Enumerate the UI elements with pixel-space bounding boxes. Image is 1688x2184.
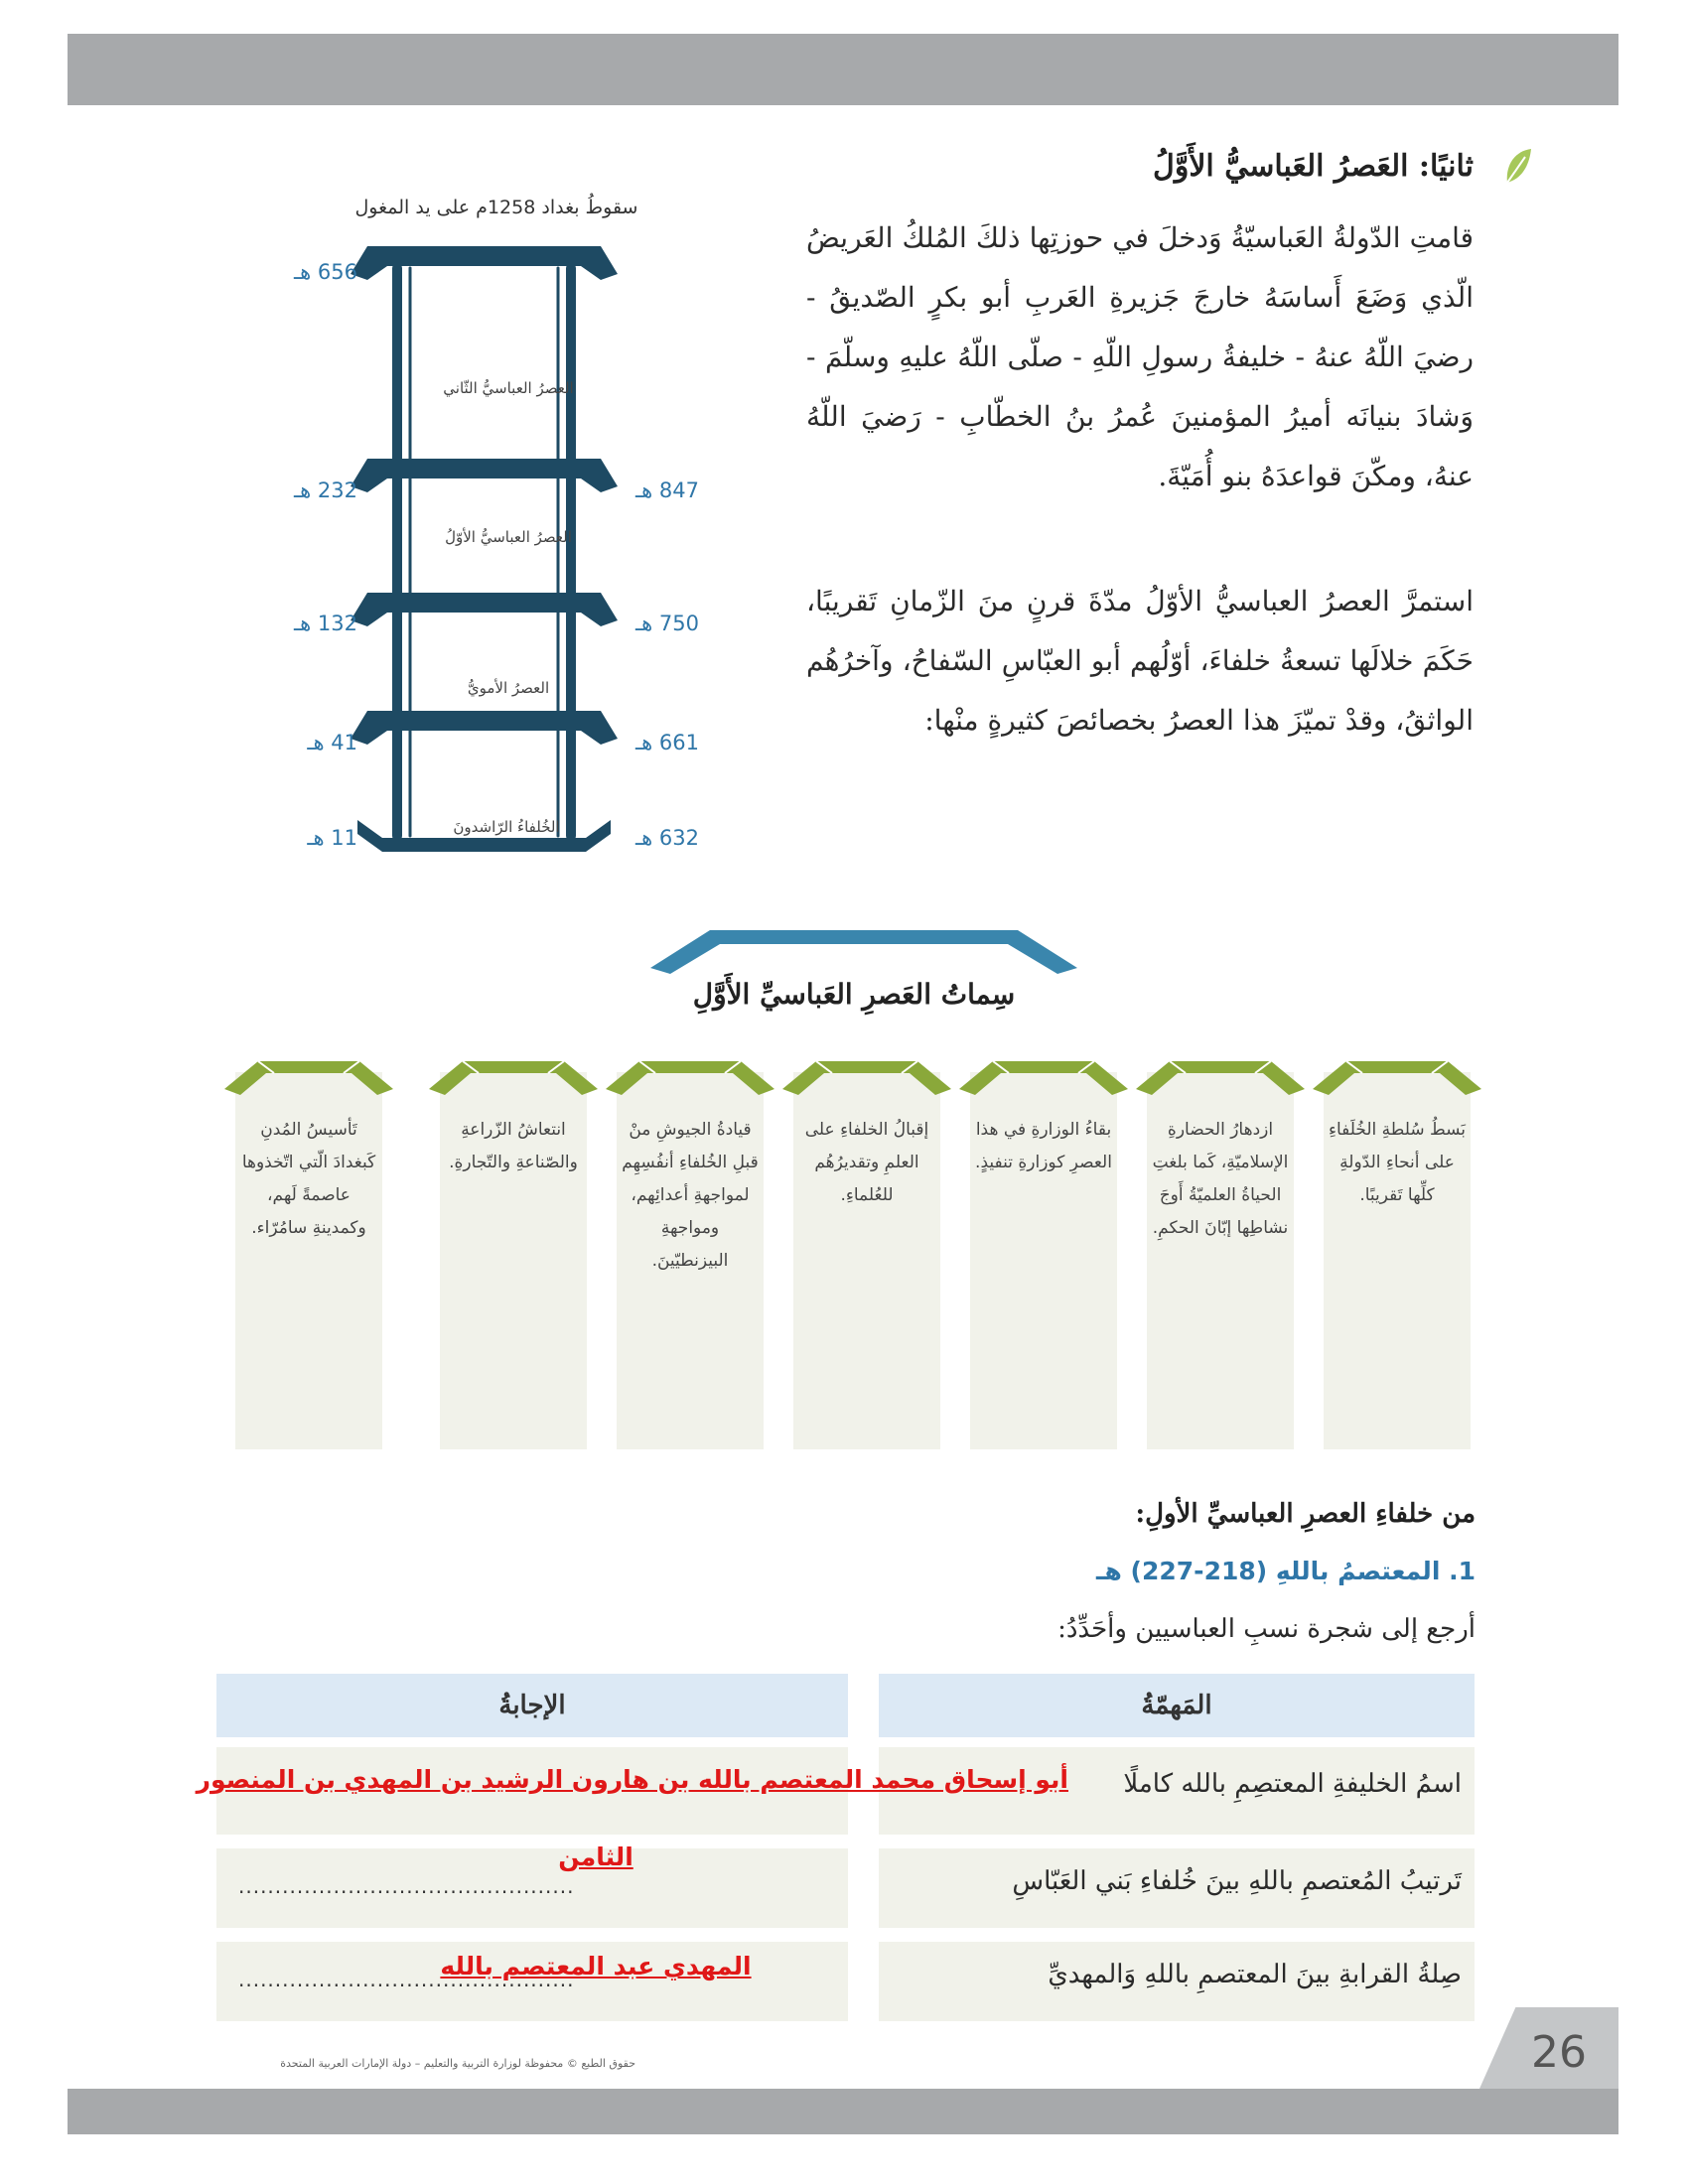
features-title: سِماتُ العَصرِ العَباسيِّ الأَوَّلِ <box>692 978 1016 1011</box>
feature-cap <box>429 1055 598 1097</box>
ladder-title: سقوطُ بغداد 1258م على يد المغول <box>354 197 638 218</box>
feature-text: قيادةُ الجيوشِ منْ قبلِ الخُلفاءِ أنفُسِهِم لمواجهةِ أعدائِهم، ومواجهةِ البيزنطيّينَ. <box>622 1120 759 1271</box>
bottom-bar <box>68 2089 1618 2134</box>
feature-text: ازدهارُ الحضارةِ الإسلاميّةِ، كَما بلغتِ الحياةُ العلميّةُ أَوجَ نشاطِها إبّانَ الحكمِ. <box>1152 1120 1289 1238</box>
timeline-ladder <box>248 228 645 884</box>
caliph-item: 1. المعتصمُ باللهِ (218-227) هـ <box>1095 1557 1476 1585</box>
feature-cap <box>782 1055 951 1097</box>
top-bar <box>68 34 1618 105</box>
copyright-notice: حقوق الطبع © محفوظة لوزارة التربية والتعليم – دولة الإمارات العربية المتحدة <box>280 2057 635 2070</box>
caliphs-title: من خلفاءِ العصرِ العباسيِّ الأولِ: <box>1135 1499 1476 1529</box>
feature-cap <box>1313 1055 1481 1097</box>
answer-handwritten: أبو إسحاق محمد المعتصم بالله بن هارون الرشيد بن المهدي بن المنصور <box>196 1765 1068 1794</box>
feature-text: تَأسيسُ المُدنِ كَبغدادَ الّتي اتّخذوها عاصمةً لَهم، وكمدينةِ سامُرّاء. <box>241 1120 376 1238</box>
feature-text: انتعاشُ الزّراعةِ والصّناعةِ والتّجارةِ. <box>449 1120 578 1172</box>
paragraph-2: استمرَّ العصرُ العباسيُّ الأوّلُ مدّةَ قرنٍ منَ الزّمانِ تَقريبًا، حَكَمَ خلالَها تسعةُ خلفاءَ، أوّلُهم أبو العبّاسِ السّفاحُ، وآخرُهُم الواثقُ، وقدْ تميّزَ هذا العصرُ بخصائصَ كثيرةٍ منْها: <box>806 585 1474 737</box>
features-banner <box>650 918 1077 978</box>
era-label: العصرُ العباسيُّ الأوّلُ <box>445 528 572 546</box>
year-label-left: 11 هـ <box>307 826 357 850</box>
task-text: اسمُ الخليفةِ المعتصِمِ بالله كاملًا <box>1123 1769 1462 1799</box>
year-label-left: 41 هـ <box>307 731 357 754</box>
feature-cap <box>959 1055 1128 1097</box>
answer-dots: .............................................. <box>238 1968 575 1991</box>
task-text: تَرتيبُ المُعتصمِ باللهِ بينَ خُلفاءِ بَني العَبّاسِ <box>1012 1866 1462 1896</box>
section-title: ثانيًا: العَصرُ العَباسيُّ الأَوَّلُ <box>1153 149 1474 184</box>
table-header-answer: الإجابةُ <box>216 1674 848 1737</box>
leaf-icon <box>1503 147 1533 187</box>
answer-handwritten: المهدي عبد المعتصم بالله <box>440 1952 752 1980</box>
era-label: العصرُ الأمويُّ <box>467 679 550 697</box>
year-label-right: 632 هـ <box>635 826 699 850</box>
answer-handwritten: الثامن <box>558 1843 633 1871</box>
feature-text: إقبالُ الخلفاءِ على العلمِ وتقديرُهُم للعُلماءِ. <box>804 1120 929 1205</box>
task-text: صِلةُ القرابةِ بينَ المعتصمِ باللهِ وَالمهديِّ <box>1048 1960 1462 1989</box>
year-label-right: 750 هـ <box>635 612 699 635</box>
answer-dots: .............................................. <box>238 1874 575 1898</box>
year-label-left: 232 هـ <box>294 478 357 502</box>
era-label: الخُلفاءُ الرّاشدونَ <box>453 818 560 836</box>
year-label-right: 847 هـ <box>635 478 699 502</box>
instruction: أرجع إلى شجرة نسبِ العباسيين وأحَدِّدُ: <box>1057 1614 1476 1644</box>
feature-text: بَسطُ سُلطةِ الخُلَفاءِ على أنحاءِ الدّولةِ كلِّها تَقريبًا. <box>1328 1120 1467 1205</box>
feature-cap <box>224 1055 393 1097</box>
year-label-right: 661 هـ <box>635 731 699 754</box>
year-label-left: 132 هـ <box>294 612 357 635</box>
feature-text: بقاءُ الوزارةِ في هذا العصرِ كوزارةِ تنفيذٍ. <box>975 1120 1112 1172</box>
page-number: 26 <box>1531 2027 1587 2078</box>
era-label: العصرُ العباسيُّ الثّاني <box>443 379 574 397</box>
paragraph-1: قامتِ الدّولةُ العَباسيّةُ وَدخلَ في حوزتِها ذلكَ المُلكُ العَريضُ الّذي وَضَعَ أَساسَهُ خارجَ جَزيرةِ العَربِ أبو بكرٍ الصّديقُ - رضيَ اللّهُ عنهُ - خليفةُ رسولِ اللّهِ - صلّى اللّهُ عليهِ وسلّمَ - وَشادَ بنيانَه أميرُ المؤمنينَ عُمرُ بنُ الخطّابِ - رَضيَ اللّهُ عنهُ، ومكّنَ قواعدَهُ بنو أُمَيّةَ. <box>806 221 1474 492</box>
feature-cap <box>1136 1055 1305 1097</box>
year-label-left: 656 هـ <box>294 260 357 284</box>
feature-cap <box>606 1055 774 1097</box>
table-header-task: المَهمّةُ <box>879 1674 1475 1737</box>
